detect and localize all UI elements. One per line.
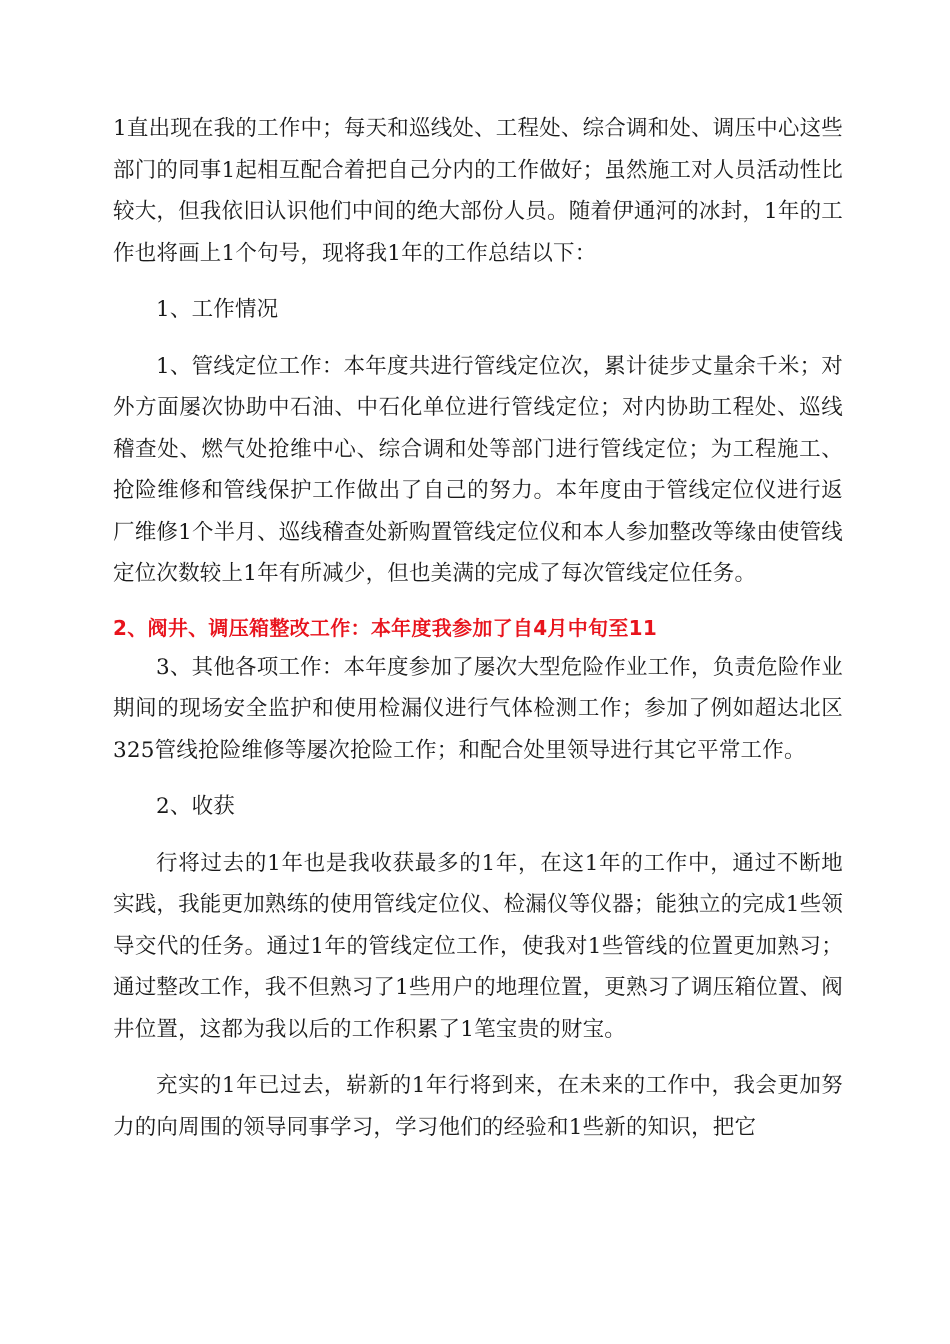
red-heading-valve-rectification: 2、阀井、调压箱整改工作：本年度我参加了自4月中旬至11 <box>113 615 658 640</box>
paragraph-outlook: 充实的1年已过去，崭新的1年行将到来，在未来的工作中，我会更加努力的向周围的领导同事学习，学习他们的经验和1些新的知识，把它 <box>113 1073 843 1140</box>
paragraph-gains: 行将过去的1年也是我收获最多的1年，在这1年的工作中，通过不断地实践，我能更加熟练的使用管线定位仪、检漏仪等仪器；能独立的完成1些领导交代的任务。通过1年的管线定位工作，使我对1些管线的位置更加熟习；通过整改工作，我不但熟习了1些用户的地理位置，更熟习了调压箱位置、阀井位置，这都为我以后的工作积累了1笔宝贵的财宝。 <box>113 850 843 1042</box>
section-heading-gains: 2、收获 <box>156 794 235 819</box>
paragraph-pipeline-locating: 1、管线定位工作：本年度共进行管线定位次，累计徒步丈量余千米；对外方面屡次协助中石油、中石化单位进行管线定位；对内协助工程处、巡线稽查处、燃气处抢维中心、综合调和处等部门进行管线定位；为工程施工、抢险维修和管线保护工作做出了自己的努力。本年度由于管线定位仪进行返厂维修1个半月、巡线稽查处新购置管线定位仪和本人参加整改等缘由使管线定位次数较上1年有所减少，但也美满的完成了每次管线定位任务。 <box>113 353 843 586</box>
paragraph-intro: 1直出现在我的工作中；每天和巡线处、工程处、综合调和处、调压中心这些部门的同事1起相互配合着把自己分内的工作做好；虽然施工对人员活动性比较大，但我依旧认识他们中间的绝大部份人员。随着伊通河的冰封，1年的工作也将画上1个句号，现将我1年的工作总结以下： <box>113 116 843 266</box>
section-heading-work-status: 1、工作情况 <box>156 297 279 322</box>
paragraph-other-work: 3、其他各项工作：本年度参加了屡次大型危险作业工作，负责危险作业期间的现场安全监护和使用检漏仪进行气体检测工作；参加了例如超达北区325管线抢险维修等屡次抢险工作；和配合处里领导进行其它平常工作。 <box>113 654 843 763</box>
document-body <box>113 108 843 1148</box>
